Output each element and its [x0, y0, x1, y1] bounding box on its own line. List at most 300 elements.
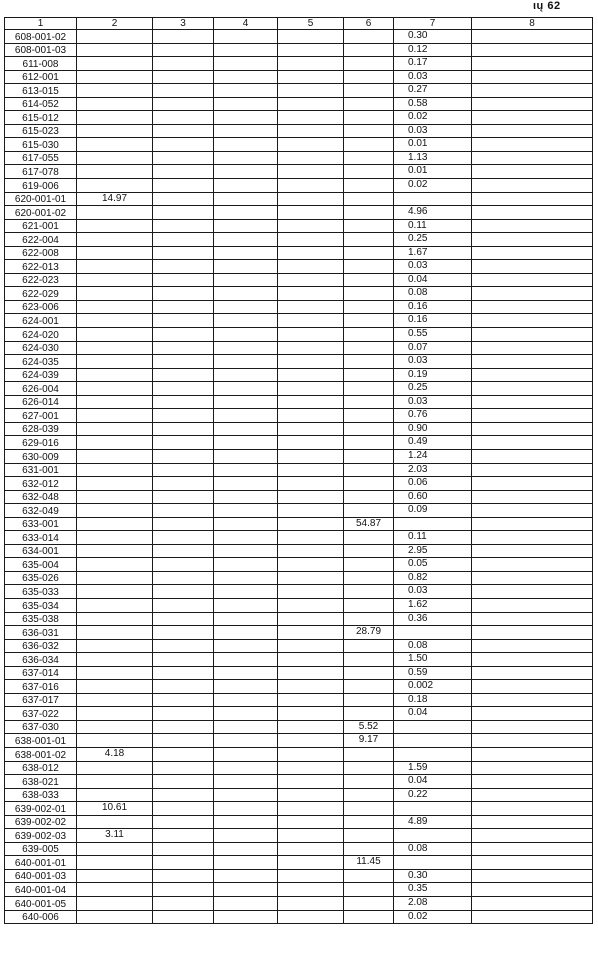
table-cell-col-7: 0.58: [394, 97, 472, 111]
table-cell-col-5: [278, 829, 344, 843]
table-cell-col-2: [77, 761, 153, 775]
table-cell-col-2: [77, 328, 153, 342]
table-cell-col-2: [77, 300, 153, 314]
table-cell-col-2: [77, 84, 153, 98]
table-cell-col-7: 1.50: [394, 653, 472, 667]
table-cell-col-4: [214, 151, 278, 165]
table-cell-col-7: 0.90: [394, 422, 472, 436]
table-cell-col-3: [153, 693, 214, 707]
table-cell-col-1: 638-033: [5, 788, 77, 802]
table-cell-col-8: [472, 246, 593, 260]
table-cell-col-8: [472, 558, 593, 572]
table-row: [5, 612, 593, 626]
table-cell-col-2: [77, 626, 153, 640]
table-cell-col-4: [214, 409, 278, 423]
table-cell-col-4: [214, 707, 278, 721]
table-cell-col-7: 0.02: [394, 910, 472, 924]
table-cell-col-2: [77, 477, 153, 491]
table-cell-col-7: [394, 734, 472, 748]
table-cell-col-3: [153, 70, 214, 84]
table-cell-col-8: [472, 151, 593, 165]
table-cell-col-2: [77, 314, 153, 328]
table-row: [5, 477, 593, 491]
table-cell-col-4: [214, 70, 278, 84]
table-cell-col-2: [77, 680, 153, 694]
table-cell-col-8: [472, 504, 593, 518]
header-row: [5, 18, 593, 30]
table-cell-col-2: [77, 124, 153, 138]
table-cell-col-3: [153, 788, 214, 802]
table-cell-col-6: [344, 639, 394, 653]
table-cell-col-6: [344, 273, 394, 287]
table-cell-col-1: 640-001-04: [5, 883, 77, 897]
table-cell-col-3: [153, 558, 214, 572]
table-cell-col-7: 0.11: [394, 219, 472, 233]
table-row: [5, 179, 593, 193]
table-cell-col-5: [278, 314, 344, 328]
table-row: [5, 233, 593, 247]
table-cell-col-7: 0.03: [394, 124, 472, 138]
table-cell-col-3: [153, 287, 214, 301]
table-cell-col-3: [153, 273, 214, 287]
table-cell-col-8: [472, 206, 593, 220]
table-cell-col-3: [153, 802, 214, 816]
table-cell-col-1: 622-023: [5, 273, 77, 287]
table-cell-col-5: [278, 747, 344, 761]
table-cell-col-3: [153, 409, 214, 423]
table-cell-col-4: [214, 734, 278, 748]
table-row: [5, 192, 593, 206]
table-row: [5, 355, 593, 369]
table-cell-col-4: [214, 138, 278, 152]
table-cell-col-1: 620-001-02: [5, 206, 77, 220]
table-cell-col-3: [153, 97, 214, 111]
table-body: [5, 30, 593, 924]
table-cell-col-7: 0.07: [394, 341, 472, 355]
table-cell-col-2: [77, 598, 153, 612]
table-cell-col-8: [472, 707, 593, 721]
table-cell-col-4: [214, 111, 278, 125]
table-cell-col-8: [472, 422, 593, 436]
table-cell-col-4: [214, 436, 278, 450]
table-row: [5, 124, 593, 138]
table-cell-col-3: [153, 219, 214, 233]
table-cell-col-1: 627-001: [5, 409, 77, 423]
table-row: [5, 544, 593, 558]
table-cell-col-7: 0.03: [394, 355, 472, 369]
table-row: [5, 436, 593, 450]
table-row: [5, 869, 593, 883]
table-cell-col-8: [472, 788, 593, 802]
table-cell-col-4: [214, 531, 278, 545]
table-cell-col-7: 0.30: [394, 30, 472, 44]
table-cell-col-3: [153, 368, 214, 382]
table-cell-col-8: [472, 585, 593, 599]
table-cell-col-4: [214, 260, 278, 274]
table-cell-col-8: [472, 869, 593, 883]
table-cell-col-5: [278, 639, 344, 653]
table-cell-col-2: [77, 463, 153, 477]
table-cell-col-4: [214, 368, 278, 382]
table-cell-col-4: [214, 246, 278, 260]
table-cell-col-4: [214, 910, 278, 924]
table-cell-col-6: [344, 775, 394, 789]
table-cell-col-7: 0.04: [394, 775, 472, 789]
table-cell-col-6: [344, 287, 394, 301]
table-cell-col-5: [278, 165, 344, 179]
table-cell-col-4: [214, 544, 278, 558]
table-cell-col-2: 14.97: [77, 192, 153, 206]
table-cell-col-8: [472, 626, 593, 640]
table-cell-col-8: [472, 97, 593, 111]
table-cell-col-1: 624-035: [5, 355, 77, 369]
table-cell-col-1: 620-001-01: [5, 192, 77, 206]
table-cell-col-7: 0.59: [394, 666, 472, 680]
table-cell-col-5: [278, 517, 344, 531]
table-cell-col-2: [77, 504, 153, 518]
page-number: ιų 62: [533, 0, 561, 12]
table-cell-col-1: 632-012: [5, 477, 77, 491]
table-cell-col-6: [344, 612, 394, 626]
table-cell-col-8: [472, 531, 593, 545]
table-cell-col-7: [394, 747, 472, 761]
table-cell-col-1: 630-009: [5, 449, 77, 463]
table-row: [5, 707, 593, 721]
table-cell-col-1: 637-014: [5, 666, 77, 680]
table-cell-col-4: [214, 57, 278, 71]
column-header-8: 8: [472, 18, 593, 30]
table-cell-col-7: 0.06: [394, 477, 472, 491]
table-cell-col-8: [472, 233, 593, 247]
column-header-6: 6: [344, 18, 394, 30]
table-cell-col-2: [77, 856, 153, 870]
table-cell-col-2: [77, 639, 153, 653]
table-cell-col-2: 4.18: [77, 747, 153, 761]
table-cell-col-6: [344, 693, 394, 707]
table-cell-col-3: [153, 449, 214, 463]
table-cell-col-1: 624-020: [5, 328, 77, 342]
table-cell-col-7: 0.04: [394, 707, 472, 721]
table-cell-col-5: [278, 84, 344, 98]
table-cell-col-4: [214, 504, 278, 518]
table-cell-col-2: [77, 260, 153, 274]
table-row: [5, 734, 593, 748]
table-cell-col-6: [344, 829, 394, 843]
table-cell-col-5: [278, 192, 344, 206]
table-cell-col-4: [214, 422, 278, 436]
table-row: [5, 680, 593, 694]
table-cell-col-3: [153, 883, 214, 897]
table-cell-col-1: 635-033: [5, 585, 77, 599]
table-cell-col-8: [472, 775, 593, 789]
table-cell-col-6: [344, 314, 394, 328]
table-cell-col-2: [77, 138, 153, 152]
table-cell-col-4: [214, 477, 278, 491]
table-cell-col-6: [344, 436, 394, 450]
table-cell-col-7: 0.002: [394, 680, 472, 694]
table-cell-col-6: [344, 192, 394, 206]
table-cell-col-2: [77, 571, 153, 585]
table-cell-col-4: [214, 869, 278, 883]
table-cell-col-1: 608-001-02: [5, 30, 77, 44]
table-cell-col-2: [77, 355, 153, 369]
table-cell-col-2: [77, 653, 153, 667]
table-cell-col-4: [214, 666, 278, 680]
table-cell-col-8: [472, 355, 593, 369]
table-cell-col-8: [472, 124, 593, 138]
table-cell-col-4: [214, 192, 278, 206]
table-cell-col-2: [77, 409, 153, 423]
table-cell-col-7: 4.89: [394, 815, 472, 829]
table-cell-col-4: [214, 355, 278, 369]
table-cell-col-7: 0.08: [394, 287, 472, 301]
table-cell-col-3: [153, 165, 214, 179]
table-cell-col-1: 619-006: [5, 179, 77, 193]
table-cell-col-1: 632-048: [5, 490, 77, 504]
table-cell-col-1: 639-002-03: [5, 829, 77, 843]
table-cell-col-6: [344, 842, 394, 856]
table-cell-col-1: 608-001-03: [5, 43, 77, 57]
table-cell-col-3: [153, 422, 214, 436]
table-cell-col-6: [344, 206, 394, 220]
table-row: [5, 883, 593, 897]
table-cell-col-7: 4.96: [394, 206, 472, 220]
table-cell-col-3: [153, 138, 214, 152]
table-cell-col-3: [153, 639, 214, 653]
table-cell-col-6: [344, 111, 394, 125]
table-cell-col-6: [344, 747, 394, 761]
table-cell-col-3: [153, 206, 214, 220]
table-cell-col-7: 0.03: [394, 585, 472, 599]
table-cell-col-4: [214, 775, 278, 789]
table-cell-col-6: [344, 179, 394, 193]
table-cell-col-8: [472, 179, 593, 193]
table-cell-col-1: 623-006: [5, 300, 77, 314]
table-cell-col-8: [472, 802, 593, 816]
table-row: [5, 666, 593, 680]
table-cell-col-3: [153, 829, 214, 843]
table-cell-col-2: [77, 70, 153, 84]
table-cell-col-8: [472, 192, 593, 206]
table-cell-col-8: [472, 897, 593, 911]
table-cell-col-8: [472, 300, 593, 314]
table-row: [5, 395, 593, 409]
table-cell-col-5: [278, 626, 344, 640]
table-cell-col-2: [77, 179, 153, 193]
table-cell-col-8: [472, 341, 593, 355]
table-cell-col-3: [153, 260, 214, 274]
table-cell-col-4: [214, 829, 278, 843]
table-cell-col-4: [214, 300, 278, 314]
table-cell-col-7: 0.02: [394, 111, 472, 125]
table-cell-col-5: [278, 463, 344, 477]
table-cell-col-3: [153, 395, 214, 409]
table-cell-col-7: 1.67: [394, 246, 472, 260]
table-cell-col-6: [344, 910, 394, 924]
table-cell-col-3: [153, 842, 214, 856]
table-cell-col-1: 638-021: [5, 775, 77, 789]
table-cell-col-6: [344, 30, 394, 44]
table-row: [5, 57, 593, 71]
table-cell-col-6: [344, 815, 394, 829]
table-cell-col-5: [278, 287, 344, 301]
table-cell-col-7: [394, 517, 472, 531]
table-cell-col-3: [153, 653, 214, 667]
table-cell-col-7: 0.49: [394, 436, 472, 450]
table-cell-col-5: [278, 856, 344, 870]
table-cell-col-4: [214, 463, 278, 477]
table-cell-col-7: 0.03: [394, 260, 472, 274]
table-row: [5, 260, 593, 274]
table-cell-col-3: [153, 720, 214, 734]
table-cell-col-1: 636-034: [5, 653, 77, 667]
table-cell-col-8: [472, 693, 593, 707]
table-cell-col-6: [344, 585, 394, 599]
table-cell-col-8: [472, 30, 593, 44]
table-cell-col-5: [278, 138, 344, 152]
table-cell-col-1: 635-034: [5, 598, 77, 612]
table-cell-col-3: [153, 680, 214, 694]
table-cell-col-3: [153, 233, 214, 247]
table-cell-col-4: [214, 639, 278, 653]
table-row: [5, 138, 593, 152]
table-cell-col-4: [214, 856, 278, 870]
table-cell-col-3: [153, 747, 214, 761]
table-cell-col-5: [278, 449, 344, 463]
table-cell-col-6: [344, 571, 394, 585]
table-cell-col-5: [278, 734, 344, 748]
table-cell-col-5: [278, 179, 344, 193]
table-cell-col-6: [344, 598, 394, 612]
table-row: [5, 70, 593, 84]
table-cell-col-5: [278, 422, 344, 436]
table-row: [5, 273, 593, 287]
table-cell-col-5: [278, 883, 344, 897]
table-cell-col-8: [472, 70, 593, 84]
table-cell-col-4: [214, 842, 278, 856]
table-cell-col-3: [153, 111, 214, 125]
table-cell-col-3: [153, 382, 214, 396]
table-cell-col-5: [278, 666, 344, 680]
table-row: [5, 720, 593, 734]
table-cell-col-1: 615-030: [5, 138, 77, 152]
table-cell-col-2: [77, 233, 153, 247]
table-cell-col-4: [214, 179, 278, 193]
table-cell-col-2: [77, 97, 153, 111]
table-cell-col-1: 624-039: [5, 368, 77, 382]
table-cell-col-8: [472, 612, 593, 626]
table-cell-col-1: 612-001: [5, 70, 77, 84]
table-cell-col-8: [472, 761, 593, 775]
table-cell-col-8: [472, 544, 593, 558]
table-cell-col-8: [472, 436, 593, 450]
table-row: [5, 165, 593, 179]
table-cell-col-6: [344, 544, 394, 558]
table-cell-col-5: [278, 409, 344, 423]
table-cell-col-8: [472, 680, 593, 694]
table-cell-col-3: [153, 707, 214, 721]
table-cell-col-5: [278, 788, 344, 802]
table-cell-col-7: 0.03: [394, 395, 472, 409]
table-cell-col-2: [77, 395, 153, 409]
table-cell-col-8: [472, 653, 593, 667]
table-cell-col-2: [77, 720, 153, 734]
table-cell-col-5: [278, 246, 344, 260]
table-cell-col-6: [344, 233, 394, 247]
table-cell-col-7: 1.62: [394, 598, 472, 612]
table-cell-col-2: [77, 287, 153, 301]
table-cell-col-6: [344, 680, 394, 694]
table-cell-col-3: [153, 57, 214, 71]
table-cell-col-7: 2.03: [394, 463, 472, 477]
table-cell-col-4: [214, 897, 278, 911]
table-cell-col-3: [153, 734, 214, 748]
table-cell-col-6: [344, 165, 394, 179]
table-cell-col-8: [472, 314, 593, 328]
table-cell-col-4: [214, 165, 278, 179]
table-cell-col-8: [472, 260, 593, 274]
table-cell-col-3: [153, 869, 214, 883]
table-cell-col-5: [278, 70, 344, 84]
column-header-1: 1: [5, 18, 77, 30]
table-cell-col-4: [214, 219, 278, 233]
table-cell-col-1: 632-049: [5, 504, 77, 518]
table-row: [5, 368, 593, 382]
table-cell-col-7: 0.82: [394, 571, 472, 585]
table-row: [5, 382, 593, 396]
table-cell-col-1: 640-006: [5, 910, 77, 924]
table-cell-col-4: [214, 815, 278, 829]
table-cell-col-4: [214, 571, 278, 585]
table-cell-col-4: [214, 314, 278, 328]
table-cell-col-3: [153, 897, 214, 911]
table-cell-col-6: [344, 869, 394, 883]
table-row: [5, 829, 593, 843]
table-cell-col-5: [278, 558, 344, 572]
table-cell-col-8: [472, 463, 593, 477]
table-cell-col-1: 617-055: [5, 151, 77, 165]
table-cell-col-5: [278, 260, 344, 274]
table-cell-col-8: [472, 409, 593, 423]
table-cell-col-1: 626-004: [5, 382, 77, 396]
table-row: [5, 206, 593, 220]
table-cell-col-1: 636-031: [5, 626, 77, 640]
table-cell-col-4: [214, 693, 278, 707]
table-cell-col-5: [278, 206, 344, 220]
table-cell-col-6: [344, 70, 394, 84]
table-cell-col-3: [153, 84, 214, 98]
table-row: [5, 531, 593, 545]
table-cell-col-3: [153, 355, 214, 369]
table-cell-col-7: 0.19: [394, 368, 472, 382]
table-cell-col-3: [153, 666, 214, 680]
table-cell-col-8: [472, 328, 593, 342]
table-cell-col-1: 622-013: [5, 260, 77, 274]
table-cell-col-5: [278, 612, 344, 626]
table-cell-col-8: [472, 490, 593, 504]
table-cell-col-6: 28.79: [344, 626, 394, 640]
table-cell-col-4: [214, 626, 278, 640]
table-cell-col-7: [394, 829, 472, 843]
table-row: [5, 558, 593, 572]
table-cell-col-1: 635-026: [5, 571, 77, 585]
table-cell-col-2: [77, 910, 153, 924]
table-cell-col-1: 640-001-01: [5, 856, 77, 870]
table-row: [5, 517, 593, 531]
table-cell-col-8: [472, 395, 593, 409]
table-cell-col-4: [214, 273, 278, 287]
table-cell-col-8: [472, 84, 593, 98]
